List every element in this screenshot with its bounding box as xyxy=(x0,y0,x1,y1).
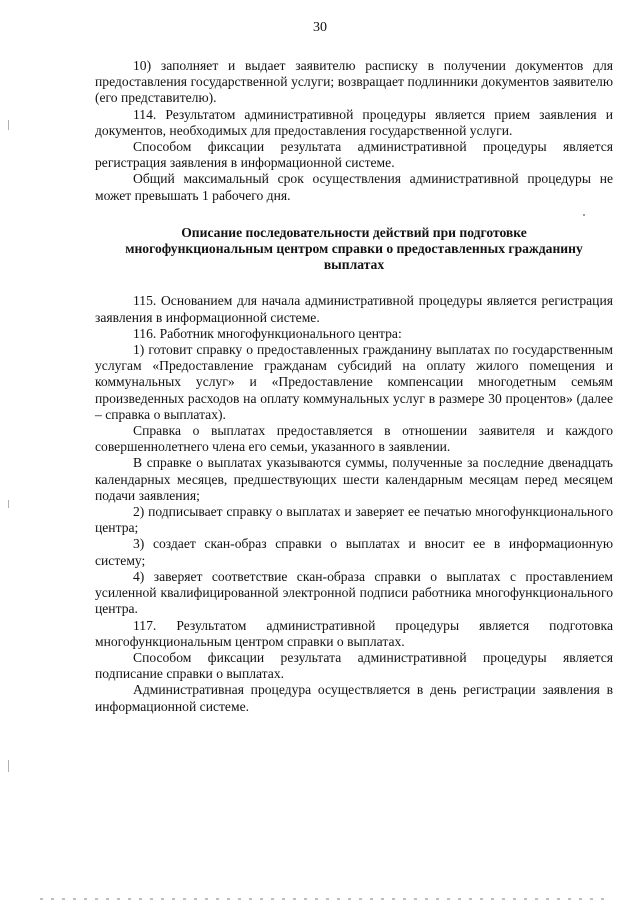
paragraph-116-item-2: 2) подписывает справку о выплатах и заверяет ее печатью многофункционального центра; xyxy=(95,504,613,536)
page-number: 30 xyxy=(313,20,327,35)
section-heading: Описание последовательности действий при подготовке многофункциональным центром справки о предоставленных гражданину выплатах xyxy=(125,224,583,273)
scan-edge-mark xyxy=(8,500,9,508)
scan-edge-mark xyxy=(8,120,9,130)
paragraph-procedure-day: Административная процедура осуществляется в день регистрации заявления в информационной системе. xyxy=(95,682,613,714)
scan-speck xyxy=(583,214,585,216)
paragraph-116-item-4: 4) заверяет соответствие скан-образа справки о выплатах с проставлением усиленной квалифицированной электронной подписи работника многофункционального центра. xyxy=(95,568,613,617)
paragraph-certificate-scope: Справка о выплатах предоставляется в отношении заявителя и каждого совершеннолетнего члена его семьи, указанного в заявлении. xyxy=(95,423,613,455)
paragraph-signing-method: Способом фиксации результата административной процедуры является подписание справки о выплатах. xyxy=(95,649,613,682)
paragraph-item-10: 10) заполняет и выдает заявителю расписку в получении документов для предоставления государственной услуги; возвращает подлинники документов заявителю (его представителю). xyxy=(95,58,613,106)
paragraph-116-item-1: 1) готовит справку о предоставленных гражданину выплатах по государственным услугам «Предоставление гражданам субсидий на оплату жилого помещения и коммунальных услуг» и «Предоставление компенсации многодетным семьям произведенных расходов на оплату коммунальных услуг в размере 30 процентов» (далее – справка о выплатах). xyxy=(95,342,613,422)
scan-edge-mark xyxy=(8,760,9,772)
paragraph-max-term: Общий максимальный срок осуществления административной процедуры не может превышать 1 рабочего дня. xyxy=(95,171,613,203)
paragraph-fixation-method: Способом фиксации результата административной процедуры является регистрация заявления в информационной системе. xyxy=(95,139,613,171)
paragraph-117: 117. Результатом административной процедуры является подготовка многофункциональным центром справки о выплатах. xyxy=(95,617,613,649)
scan-bottom-noise xyxy=(40,898,610,900)
paragraph-116: 116. Работник многофункционального центра: xyxy=(133,325,402,341)
paragraph-certificate-amounts: В справке о выплатах указываются суммы, полученные за последние двенадцать календарных месяцев, предшествующих шести календарным месяцам перед месяцем подачи заявления; xyxy=(95,455,613,503)
paragraph-114: 114. Результатом административной процедуры является прием заявления и документов, необходимых для предоставления государственной услуги. xyxy=(95,106,613,138)
paragraph-116-item-3: 3) создает скан-образ справки о выплатах и вносит ее в информационную систему; xyxy=(95,536,613,568)
document-body xyxy=(95,58,613,715)
paragraph-115: 115. Основанием для начала административной процедуры является регистрация заявления в информационной системе. xyxy=(95,293,613,325)
